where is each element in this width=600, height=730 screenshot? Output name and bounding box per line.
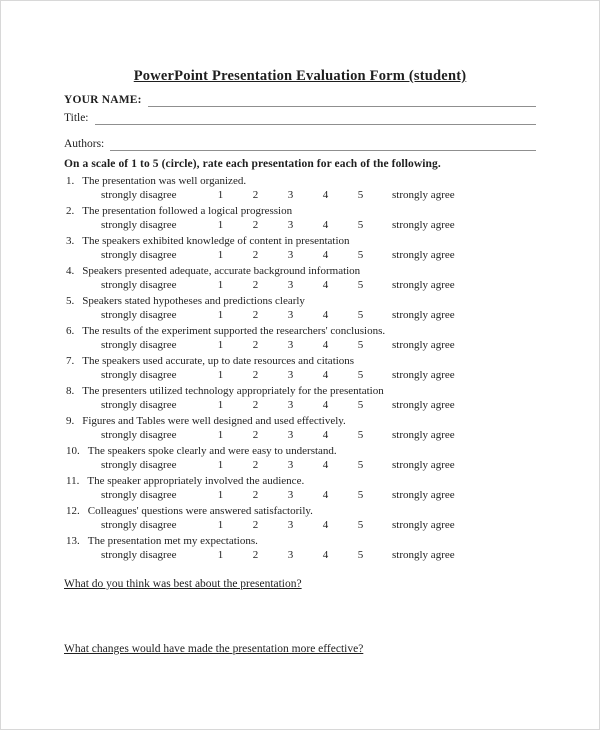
open-question-changes: What changes would have made the presentation more effective? — [64, 642, 364, 655]
scale-right-label: strongly agree — [392, 458, 455, 471]
question-item-5 — [64, 295, 536, 322]
question-item-11 — [64, 475, 536, 502]
rating-5[interactable]: 5 — [357, 188, 364, 201]
rating-3[interactable]: 3 — [287, 458, 294, 471]
scale-right-label: strongly agree — [392, 398, 455, 411]
question-item-1 — [64, 175, 536, 202]
rating-3[interactable]: 3 — [287, 188, 294, 201]
rating-2[interactable]: 2 — [252, 428, 259, 441]
question-text-line — [64, 325, 536, 339]
your-name-input-line[interactable] — [148, 94, 536, 107]
question-item-10 — [64, 445, 536, 472]
question-text-line — [64, 505, 536, 519]
question-number: 4. — [66, 265, 75, 277]
rating-3[interactable]: 3 — [287, 218, 294, 231]
question-text-line — [64, 205, 536, 219]
rating-2[interactable]: 2 — [252, 398, 259, 411]
rating-4[interactable]: 4 — [322, 278, 329, 291]
question-text: The presentation met my expectations. — [87, 535, 258, 547]
rating-scale-row — [64, 459, 536, 473]
scale-left-label: strongly disagree — [101, 518, 177, 531]
rating-1[interactable]: 1 — [217, 278, 224, 291]
scale-right-label: strongly agree — [392, 518, 455, 531]
question-text-line — [64, 265, 536, 279]
scale-left-label: strongly disagree — [101, 548, 177, 561]
rating-4[interactable]: 4 — [322, 428, 329, 441]
rating-4[interactable]: 4 — [322, 398, 329, 411]
rating-2[interactable]: 2 — [252, 338, 259, 351]
rating-4[interactable]: 4 — [322, 548, 329, 561]
question-item-6 — [64, 325, 536, 352]
rating-2[interactable]: 2 — [252, 248, 259, 261]
question-text-line — [64, 295, 536, 309]
question-text: The presentation was well organized. — [82, 175, 247, 187]
rating-5[interactable]: 5 — [357, 308, 364, 321]
rating-scale-row — [64, 519, 536, 533]
question-text: The speakers exhibited knowledge of content in presentation — [82, 235, 350, 247]
scale-right-label: strongly agree — [392, 308, 455, 321]
question-item-3 — [64, 235, 536, 262]
rating-4[interactable]: 4 — [322, 518, 329, 531]
question-text: The speakers used accurate, up to date resources and citations — [82, 355, 355, 367]
rating-instruction: On a scale of 1 to 5 (circle), rate each presentation for each of the following. — [64, 158, 441, 170]
scale-left-label: strongly disagree — [101, 338, 177, 351]
open-question-best: What do you think was best about the presentation? — [64, 578, 302, 590]
rating-scale-row — [64, 279, 536, 293]
rating-3[interactable]: 3 — [287, 518, 294, 531]
rating-4[interactable]: 4 — [322, 308, 329, 321]
question-number: 5. — [66, 295, 75, 307]
question-number: 2. — [66, 205, 75, 217]
question-text: The speaker appropriately involved the audience. — [87, 475, 305, 487]
rating-1[interactable]: 1 — [217, 368, 224, 381]
rating-5[interactable]: 5 — [357, 338, 364, 351]
scale-left-label: strongly disagree — [101, 398, 177, 411]
question-number: 1. — [66, 175, 75, 187]
question-text-line — [64, 475, 536, 489]
rating-1[interactable]: 1 — [217, 428, 224, 441]
question-text: The results of the experiment supported the researchers' conclusions. — [82, 325, 386, 337]
rating-3[interactable]: 3 — [287, 398, 294, 411]
question-text-line — [64, 535, 536, 549]
your-name-field-row — [64, 94, 536, 107]
scale-left-label: strongly disagree — [101, 458, 177, 471]
scale-left-label: strongly disagree — [101, 248, 177, 261]
rating-scale-row — [64, 489, 536, 503]
rating-scale-row — [64, 339, 536, 353]
rating-1[interactable]: 1 — [217, 248, 224, 261]
rating-5[interactable]: 5 — [357, 398, 364, 411]
rating-1[interactable]: 1 — [217, 398, 224, 411]
rating-5[interactable]: 5 — [357, 548, 364, 561]
rating-4[interactable]: 4 — [322, 368, 329, 381]
question-text: Figures and Tables were well designed and used effectively. — [82, 415, 346, 427]
question-item-12 — [64, 505, 536, 532]
rating-1[interactable]: 1 — [217, 518, 224, 531]
scale-left-label: strongly disagree — [101, 428, 177, 441]
question-text-line — [64, 175, 536, 189]
authors-field-row — [64, 138, 536, 151]
rating-5[interactable]: 5 — [357, 458, 364, 471]
question-text-line — [64, 235, 536, 249]
question-text: Colleagues' questions were answered satisfactorily. — [87, 505, 313, 517]
question-text-line — [64, 355, 536, 369]
rating-4[interactable]: 4 — [322, 338, 329, 351]
rating-1[interactable]: 1 — [217, 458, 224, 471]
question-item-13 — [64, 535, 536, 562]
rating-1[interactable]: 1 — [217, 548, 224, 561]
rating-5[interactable]: 5 — [357, 218, 364, 231]
rating-4[interactable]: 4 — [322, 248, 329, 261]
question-text: Speakers presented adequate, accurate background information — [82, 265, 361, 277]
question-number: 8. — [66, 385, 75, 397]
rating-4[interactable]: 4 — [322, 488, 329, 501]
rating-5[interactable]: 5 — [357, 368, 364, 381]
rating-5[interactable]: 5 — [357, 518, 364, 531]
rating-scale-row — [64, 399, 536, 413]
rating-1[interactable]: 1 — [217, 218, 224, 231]
question-text: The presenters utilized technology appropriately for the presentation — [82, 385, 384, 397]
rating-5[interactable]: 5 — [357, 248, 364, 261]
question-item-2 — [64, 205, 536, 232]
rating-2[interactable]: 2 — [252, 278, 259, 291]
question-item-7 — [64, 355, 536, 382]
rating-scale-row — [64, 309, 536, 323]
question-text: The speakers spoke clearly and were easy to understand. — [87, 445, 337, 457]
rating-3[interactable]: 3 — [287, 338, 294, 351]
scale-right-label: strongly agree — [392, 488, 455, 501]
rating-3[interactable]: 3 — [287, 488, 294, 501]
scale-left-label: strongly disagree — [101, 368, 177, 381]
rating-1[interactable]: 1 — [217, 308, 224, 321]
rating-scale-row — [64, 369, 536, 383]
rating-3[interactable]: 3 — [287, 428, 294, 441]
rating-1[interactable]: 1 — [217, 188, 224, 201]
scale-right-label: strongly agree — [392, 278, 455, 291]
scale-left-label: strongly disagree — [101, 488, 177, 501]
rating-2[interactable]: 2 — [252, 458, 259, 471]
rating-3[interactable]: 3 — [287, 368, 294, 381]
question-number: 6. — [66, 325, 75, 337]
rating-2[interactable]: 2 — [252, 188, 259, 201]
question-item-4 — [64, 265, 536, 292]
rating-2[interactable]: 2 — [252, 218, 259, 231]
question-text-line — [64, 445, 536, 459]
rating-3[interactable]: 3 — [287, 278, 294, 291]
question-number: 7. — [66, 355, 75, 367]
rating-5[interactable]: 5 — [357, 278, 364, 291]
question-text-line — [64, 415, 536, 429]
rating-scale-row — [64, 549, 536, 563]
rating-2[interactable]: 2 — [252, 368, 259, 381]
scale-right-label: strongly agree — [392, 428, 455, 441]
rating-2[interactable]: 2 — [252, 548, 259, 561]
authors-label: Authors: — [64, 138, 105, 150]
question-item-9 — [64, 415, 536, 442]
scale-left-label: strongly disagree — [101, 188, 177, 201]
question-item-8 — [64, 385, 536, 412]
scale-left-label: strongly disagree — [101, 218, 177, 231]
question-list — [64, 175, 536, 562]
rating-3[interactable]: 3 — [287, 248, 294, 261]
question-number: 12. — [66, 505, 80, 517]
title-label: Title: — [64, 112, 89, 124]
rating-2[interactable]: 2 — [252, 518, 259, 531]
rating-4[interactable]: 4 — [322, 458, 329, 471]
question-number: 11. — [66, 475, 80, 487]
question-number: 10. — [66, 445, 80, 457]
question-number: 9. — [66, 415, 75, 427]
scale-right-label: strongly agree — [392, 248, 455, 261]
rating-3[interactable]: 3 — [287, 548, 294, 561]
rating-scale-row — [64, 429, 536, 443]
rating-5[interactable]: 5 — [357, 428, 364, 441]
scale-left-label: strongly disagree — [101, 278, 177, 291]
your-name-label: YOUR NAME: — [64, 94, 142, 106]
authors-input-line[interactable] — [110, 138, 536, 151]
rating-1[interactable]: 1 — [217, 338, 224, 351]
form-title: PowerPoint Presentation Evaluation Form (student) — [133, 68, 467, 84]
question-number: 3. — [66, 235, 75, 247]
title-field-row — [64, 112, 536, 125]
question-text: Speakers stated hypotheses and predictions clearly — [82, 295, 305, 307]
scale-right-label: strongly agree — [392, 338, 455, 351]
title-input-line[interactable] — [95, 112, 536, 125]
scale-right-label: strongly agree — [392, 368, 455, 381]
rating-4[interactable]: 4 — [322, 218, 329, 231]
rating-scale-row — [64, 249, 536, 263]
question-text: The presentation followed a logical progression — [82, 205, 293, 217]
scale-left-label: strongly disagree — [101, 308, 177, 321]
rating-1[interactable]: 1 — [217, 488, 224, 501]
rating-scale-row — [64, 189, 536, 203]
question-number: 13. — [66, 535, 80, 547]
scale-right-label: strongly agree — [392, 548, 455, 561]
rating-4[interactable]: 4 — [322, 188, 329, 201]
scale-right-label: strongly agree — [392, 218, 455, 231]
rating-3[interactable]: 3 — [287, 308, 294, 321]
rating-2[interactable]: 2 — [252, 308, 259, 321]
question-text-line — [64, 385, 536, 399]
rating-2[interactable]: 2 — [252, 488, 259, 501]
rating-scale-row — [64, 219, 536, 233]
scale-right-label: strongly agree — [392, 188, 455, 201]
rating-5[interactable]: 5 — [357, 488, 364, 501]
